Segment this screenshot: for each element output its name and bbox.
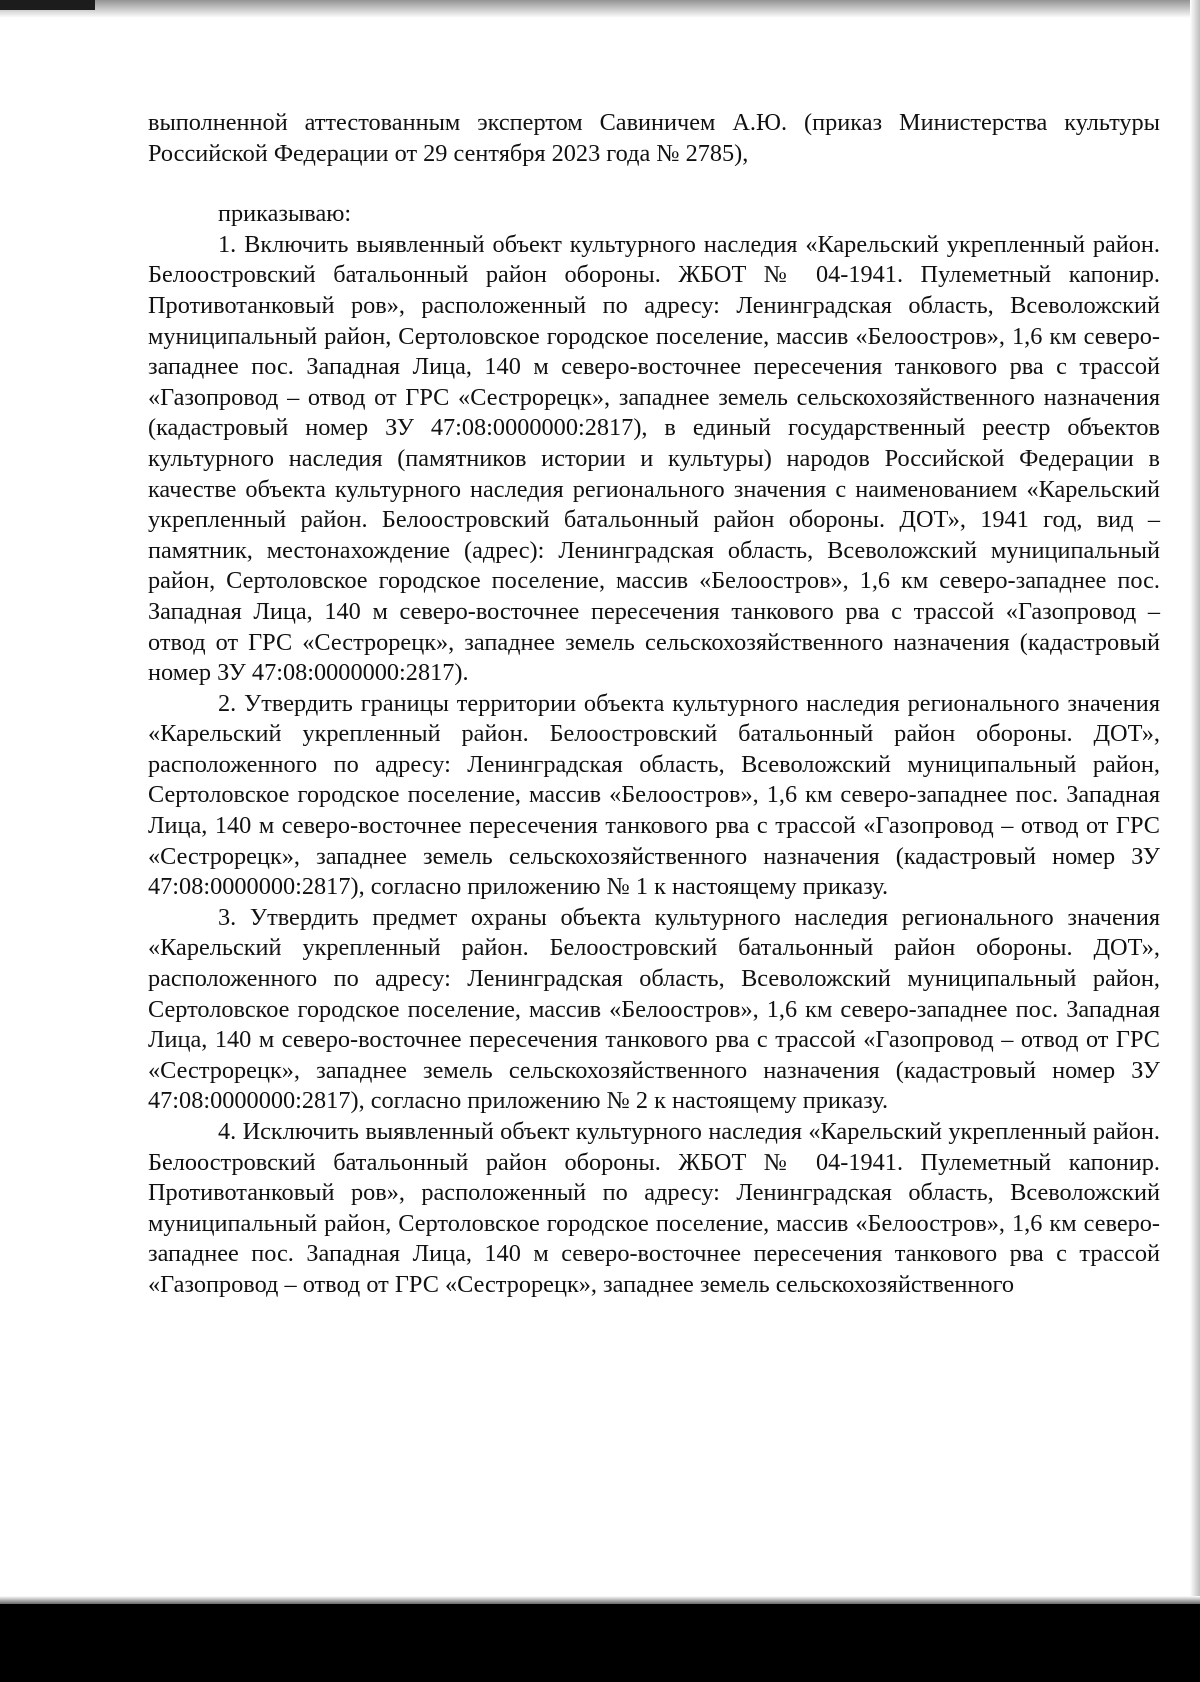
scan-top-shadow bbox=[0, 0, 1200, 18]
order-item-4: 4. Исключить выявленный объект культурного наследия «Карельский укрепленный район. Белоостровский батальонный район обороны. ЖБОТ № 04-1941. Пулеметный капонир. Противотанковый ров», расположенный по адресу: Ленинградская область, Всеволожский муниципальный район, Сертоловское городское поселение, массив «Белоостров», 1,6 км северо-западнее пос. Западная Лица, 140 м северо-восточнее пересечения танкового рва с трассой «Газопровод – отвод от ГРС «Сестрорецк», западнее земель сельскохозяйственного bbox=[148, 1118, 1160, 1298]
order-item-1: 1. Включить выявленный объект культурного наследия «Карельский укрепленный район. Белоостровский батальонный район обороны. ЖБОТ № 04-1941. Пулеметный капонир. Противотанковый ров», расположенный по адресу: Ленинградская область, Всеволожский муниципальный район, Сертоловское городское поселение, массив «Белоостров», 1,6 км северо-западнее пос. Западная Лица, 140 м северо-восточнее пересечения танкового рва с трассой «Газопровод – отвод от ГРС «Сестрорецк», западнее земель сельскохозяйственного назначения (кадастровый номер ЗУ 47:08:0000000:2817), в единый государственный реестр объектов культурного наследия (памятников истории и культуры) народов Российской Федерации в качестве объекта культурного наследия регионального значения с наименованием «Карельский укрепленный район. Белоостровский батальонный район обороны. ДОТ», 1941 год, вид – памятник, местонахождение (адрес): Ленинградская область, Всеволожский муниципальный район, Сертоловское городское поселение, массив «Белоостров», 1,6 км северо-западнее пос. Западная Лица, 140 м северо-восточнее пересечения танкового рва с трассой «Газопровод – отвод от ГРС «Сестрорецк», западнее земель сельскохозяйственного назначения (кадастровый номер ЗУ 47:08:0000000:2817). bbox=[148, 230, 1160, 687]
order-item-2: 2. Утвердить границы территории объекта культурного наследия регионального значения «Карельский укрепленный район. Белоостровский батальонный район обороны. ДОТ», расположенного по адресу: Ленинградская область, Всеволожский муниципальный район, Сертоловское городское поселение, массив «Белоостров», 1,6 км северо-западнее пос. Западная Лица, 140 м северо-восточнее пересечения танкового рва с трассой «Газопровод – отвод от ГРС «Сестрорецк», западнее земель сельскохозяйственного назначения (кадастровый номер ЗУ 47:08:0000000:2817), согласно приложению № 1 к настоящему приказу. bbox=[148, 689, 1160, 901]
scan-bottom-shadow bbox=[0, 1596, 1200, 1604]
scan-bottom-border bbox=[0, 1604, 1200, 1682]
order-word: приказываю: bbox=[218, 200, 352, 228]
intro-paragraph: выполненной аттестованным экспертом Савиничем А.Ю. (приказ Министерства культуры Российской Федерации от 29 сентября 2023 года № 2785), bbox=[148, 109, 1160, 167]
scan-corner-mark bbox=[0, 0, 95, 10]
document-body bbox=[148, 108, 1160, 1301]
order-item-3: 3. Утвердить предмет охраны объекта культурного наследия регионального значения «Карельский укрепленный район. Белоостровский батальонный район обороны. ДОТ», расположенного по адресу: Ленинградская область, Всеволожский муниципальный район, Сертоловское городское поселение, массив «Белоостров», 1,6 км северо-западнее пос. Западная Лица, 140 м северо-восточнее пересечения танкового рва с трассой «Газопровод – отвод от ГРС «Сестрорецк», западнее земель сельскохозяйственного назначения (кадастровый номер ЗУ 47:08:0000000:2817), согласно приложению № 2 к настоящему приказу. bbox=[148, 903, 1160, 1115]
scan-right-edge bbox=[1190, 0, 1200, 1600]
